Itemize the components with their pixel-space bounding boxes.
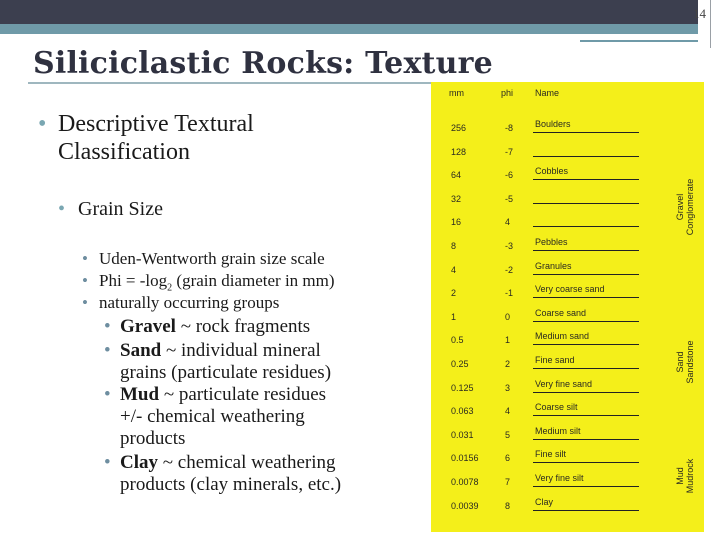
header-rule	[580, 40, 698, 42]
bullet-text: Grain Size	[78, 198, 163, 220]
bullet-phi-formula	[82, 271, 335, 294]
bullet-clay	[104, 452, 342, 495]
table-cell-mm: 256	[451, 123, 467, 133]
bullet-sand	[104, 340, 332, 383]
table-cell-name: Granules	[535, 260, 572, 271]
table-row-rule	[533, 510, 639, 511]
header-accent-bar	[0, 24, 698, 34]
table-cell-phi: -7	[505, 146, 514, 157]
table-header-phi: phi	[501, 88, 514, 98]
sand-desc-line1: ~ individual mineral	[161, 340, 321, 361]
table-row-rule	[533, 462, 639, 463]
bullet-text	[120, 452, 341, 496]
table-cell-phi: 3	[505, 382, 511, 393]
sand-desc-line2: grains (particulate residues)	[120, 362, 332, 383]
term-gravel: Gravel	[120, 316, 176, 337]
table-cell-phi: -2	[505, 264, 514, 275]
table-header-mm: mm	[449, 88, 464, 98]
bullet-grain-size	[58, 198, 163, 221]
bullet-marker: •	[58, 198, 66, 220]
bullet-marker: •	[82, 271, 88, 290]
table-row-rule	[533, 156, 639, 157]
table-cell-mm: 0.25	[451, 359, 469, 369]
group-mud	[675, 446, 695, 506]
table-row-rule	[533, 415, 639, 416]
group-gravel	[675, 167, 695, 247]
table-cell-phi: 2	[505, 359, 511, 369]
table-cell-phi: -6	[505, 170, 514, 181]
gravel-desc: ~ rock fragments	[175, 316, 311, 337]
table-cell-mm: 16	[451, 217, 462, 228]
table-row-rule	[533, 250, 639, 251]
term-mud: Mud	[120, 384, 160, 405]
table-row-rule	[533, 226, 639, 227]
table-cell-name: Very fine sand	[535, 378, 593, 389]
term-clay: Clay	[120, 452, 158, 473]
table-cell-name: Fine sand	[535, 355, 575, 365]
table-row-rule	[533, 274, 639, 275]
table-cell-mm: 32	[451, 193, 462, 204]
table-cell-name: Medium silt	[535, 425, 581, 436]
table-cell-mm: 0.063	[451, 406, 474, 417]
table-row-rule	[533, 344, 639, 345]
bullet-marker: •	[104, 316, 111, 337]
table-cell-phi: 8	[505, 500, 511, 511]
table-cell-phi: -5	[505, 193, 514, 204]
table-row-rule	[533, 132, 639, 133]
table-row-rule	[533, 439, 639, 440]
bullet-text	[120, 340, 331, 384]
bullet-marker: •	[82, 293, 88, 312]
table-cell-name: Fine silt	[535, 449, 567, 460]
bullet-text-line2: Classification	[58, 139, 190, 165]
group-sand	[675, 332, 695, 392]
group-mud-line2: Mudrock	[685, 458, 695, 494]
term-sand: Sand	[120, 340, 162, 361]
table-row-rule	[533, 179, 639, 180]
bullet-naturally-occurring	[82, 293, 280, 313]
table-cell-mm: 0.5	[451, 335, 464, 346]
phi-formula-prefix: Phi = -log	[99, 271, 168, 290]
table-cell-mm: 128	[451, 146, 467, 157]
bullet-text: Uden-Wentworth grain size scale	[99, 249, 325, 268]
table-cell-name: Clay	[535, 496, 554, 507]
table-row-rule	[533, 368, 639, 369]
group-gravel-line2: Conglomerate	[685, 178, 695, 236]
table-cell-name: Cobbles	[535, 166, 569, 177]
bullet-wentworth-scale	[82, 249, 325, 269]
table-cell-name: Pebbles	[535, 237, 568, 247]
mud-desc-line3: products	[120, 428, 186, 449]
bullet-text	[120, 316, 310, 338]
bullet-text-line1: Descriptive Textural	[58, 111, 254, 137]
table-cell-mm: 0.0039	[451, 500, 479, 511]
table-cell-phi: -3	[505, 241, 514, 251]
table-row-rule	[533, 486, 639, 487]
bullet-text	[99, 271, 335, 293]
bullet-text	[120, 384, 326, 450]
table-cell-phi: 0	[505, 311, 511, 322]
header-bar	[0, 0, 698, 24]
table-cell-name: Boulders	[535, 119, 571, 129]
table-cell-mm: 8	[451, 241, 457, 251]
table-cell-phi: -1	[505, 288, 514, 299]
clay-desc-line2: products (clay minerals, etc.)	[120, 474, 342, 495]
table-cell-mm: 0.0156	[451, 453, 479, 464]
table-cell-mm: 64	[451, 170, 462, 181]
table-cell-name: Very coarse sand	[535, 284, 605, 295]
table-cell-phi: 4	[505, 406, 511, 417]
table-row-rule	[533, 203, 639, 204]
table-cell-name: Very fine silt	[535, 473, 584, 483]
bullet-descriptive-classification	[38, 110, 254, 165]
phi-formula-subscript: 2	[167, 282, 173, 294]
bullet-gravel	[104, 316, 311, 338]
mud-desc-line1: ~ particulate residues	[159, 384, 327, 405]
table-cell-name: Coarse sand	[535, 307, 587, 318]
table-header-name: Name	[535, 88, 560, 98]
table-cell-name: Medium sand	[535, 331, 590, 342]
bullet-mud	[104, 384, 327, 449]
table-cell-phi: 4	[505, 217, 511, 228]
phi-formula-suffix: (grain diameter in mm)	[172, 271, 335, 290]
bullet-text: naturally occurring groups	[99, 293, 280, 312]
bullet-marker: •	[104, 384, 111, 405]
table-row-rule	[533, 321, 639, 322]
grain-size-table	[431, 82, 704, 532]
table-cell-mm: 4	[451, 264, 457, 275]
table-cell-mm: 0.0078	[451, 477, 479, 487]
table-cell-mm: 0.031	[451, 429, 474, 440]
group-sand-line2: Sandstone	[685, 340, 695, 384]
table-cell-mm: 0.125	[451, 382, 474, 393]
clay-desc-line1: ~ chemical weathering	[158, 452, 336, 473]
table-cell-phi: 7	[505, 477, 511, 487]
table-cell-phi: 6	[505, 453, 511, 464]
table-cell-mm: 2	[451, 288, 457, 299]
table-cell-name: Coarse silt	[535, 402, 578, 413]
table-cell-phi: -8	[505, 123, 514, 133]
table-cell-mm: 1	[451, 311, 457, 322]
bullet-marker: •	[82, 249, 88, 268]
bullet-marker: •	[104, 452, 111, 473]
slide-number: 14	[693, 6, 706, 21]
table-row-rule	[533, 297, 639, 298]
mud-desc-line2: +/- chemical weathering	[120, 406, 305, 427]
table-cell-phi: 1	[505, 335, 511, 346]
group-mud-line1: Mud	[675, 467, 685, 485]
bullet-marker: •	[38, 111, 47, 137]
bullet-marker: •	[104, 340, 111, 361]
table-row-rule	[533, 392, 639, 393]
slide-title: Siliciclastic Rocks: Texture	[33, 46, 493, 81]
bullet-text	[58, 110, 254, 166]
group-sand-line1: Sand	[675, 351, 685, 373]
slide-edge-line	[710, 0, 711, 48]
group-gravel-line1: Gravel	[675, 193, 685, 221]
table-cell-phi: 5	[505, 429, 511, 440]
